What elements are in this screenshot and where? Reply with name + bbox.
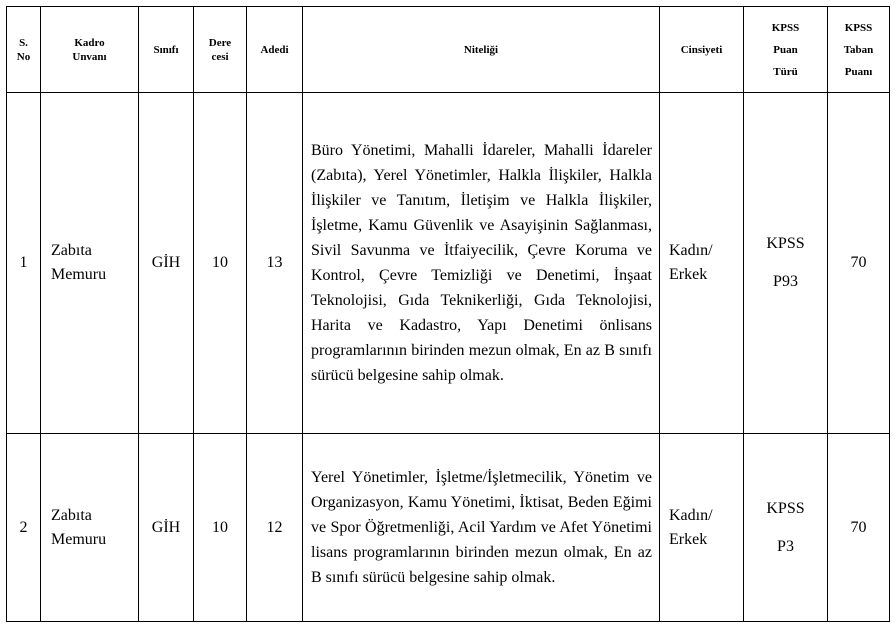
- cell-sinifi: GİH: [139, 93, 194, 434]
- cell-cinsiyeti: Kadın/ Erkek: [660, 93, 744, 434]
- cell-sno: 1: [7, 93, 41, 434]
- cell-derecesi: 10: [194, 93, 247, 434]
- cell-kpss-puan-turu: KPSS P3: [744, 434, 828, 622]
- cell-kadro-unvani: Zabıta Memuru: [41, 93, 139, 434]
- header-row: [7, 7, 890, 93]
- header-adedi: Adedi: [247, 7, 303, 93]
- personnel-table: [6, 6, 890, 622]
- header-kpss-taban-puani: KPSS Taban Puanı: [828, 7, 890, 93]
- header-sno: S. No: [7, 7, 41, 93]
- header-kpss-puan-turu: KPSS Puan Türü: [744, 7, 828, 93]
- cell-adedi: 12: [247, 434, 303, 622]
- cell-sno: 2: [7, 434, 41, 622]
- cell-cinsiyeti: Kadın/ Erkek: [660, 434, 744, 622]
- cell-kadro-unvani: Zabıta Memuru: [41, 434, 139, 622]
- cell-adedi: 13: [247, 93, 303, 434]
- cell-sinifi: GİH: [139, 434, 194, 622]
- header-cinsiyeti: Cinsiyeti: [660, 7, 744, 93]
- table-row: [7, 93, 890, 434]
- cell-kpss-puan-turu: KPSS P93: [744, 93, 828, 434]
- cell-niteligi: Yerel Yönetimler, İşletme/İşletmecilik, Yönetim ve Organizasyon, Kamu Yönetimi, İktisat, Beden Eğimi ve Spor Öğretmenliği, Acil Yardım ve Afet Yönetimi lisans programlarının birinden mezun olmak, En az B sınıfı sürücü belgesine sahip olmak.: [303, 434, 660, 622]
- cell-kpss-taban-puani: 70: [828, 93, 890, 434]
- cell-derecesi: 10: [194, 434, 247, 622]
- header-sinifi: Sınıfı: [139, 7, 194, 93]
- table-row: [7, 434, 890, 622]
- header-niteligi: Niteliği: [303, 7, 660, 93]
- cell-niteligi: Büro Yönetimi, Mahalli İdareler, Mahalli İdareler (Zabıta), Yerel Yönetimler, Halkla İlişkiler, Halkla İlişkiler ve Tanıtım, İletişim ve Halkla İlişkiler, İşletme, Kamu Güvenlik ve Asayişinin Sağlanması, Sivil Savunma ve İtfaiyecilik, Çevre Koruma ve Kontrol, Çevre Temizliği ve Denetimi, İnşaat Teknolojisi, Gıda Teknikerliği, Gıda Teknolojisi, Harita ve Kadastro, Yapı Denetimi önlisans programlarının birinden mezun olmak, En az B sınıfı sürücü belgesine sahip olmak.: [303, 93, 660, 434]
- header-kadro-unvani: Kadro Unvanı: [41, 7, 139, 93]
- header-derecesi: Dere cesi: [194, 7, 247, 93]
- cell-kpss-taban-puani: 70: [828, 434, 890, 622]
